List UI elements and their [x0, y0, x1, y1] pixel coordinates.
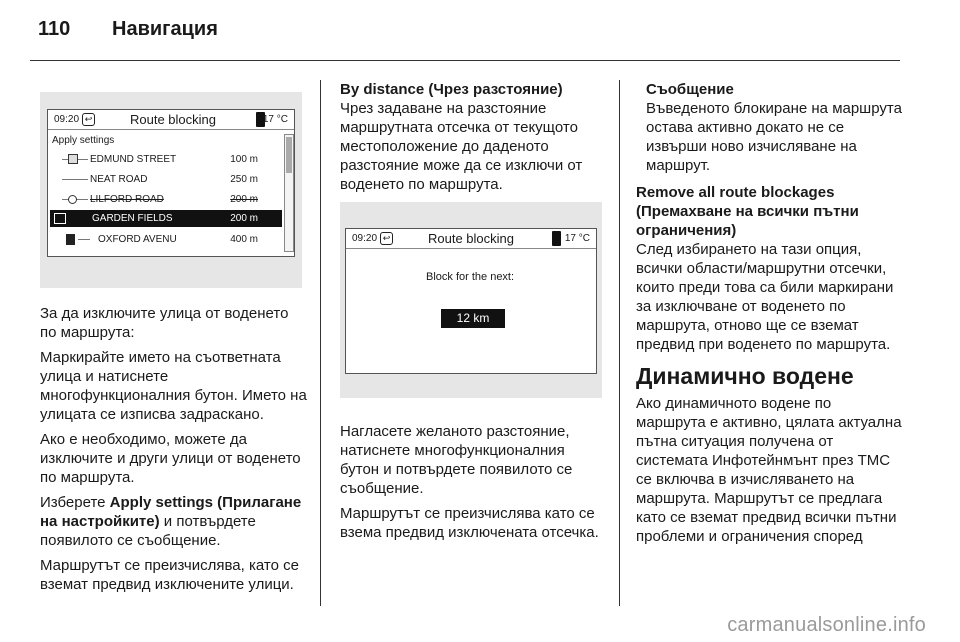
street-name: EDMUND STREET	[90, 154, 177, 165]
paragraph: Маркирайте името на съответната улица и натиснете многофункционалния бутон. Името на улицата се изписва задраскано.	[40, 349, 307, 423]
street-name: OXFORD AVENU	[98, 234, 177, 245]
scrollbar-thumb[interactable]	[286, 137, 292, 173]
screen-route-blocking-list	[47, 109, 295, 257]
column-2-bottom	[340, 422, 608, 548]
junction-icon	[66, 234, 75, 245]
back-icon: ↩	[380, 232, 393, 245]
note-block	[636, 80, 904, 175]
street-name-blocked: LILFORD ROAD	[90, 194, 164, 205]
street-distance: 400 m	[230, 234, 258, 245]
text: След избирането на тази опция, всички области/маршрутни отсечки, които преди това са били маркирани за изключване от воденето по маршрута, отново ще се вземат предвид при воденето по маршрута.	[636, 241, 894, 353]
paragraph	[636, 183, 904, 354]
street-distance: 250 m	[230, 174, 258, 185]
back-icon: ↩	[82, 113, 95, 126]
paragraph: Маршрутът се преизчислява, като се вземат предвид изключените улици.	[40, 557, 299, 593]
menu-option-name: Apply settings (Прилагане на настройките)	[40, 494, 302, 530]
column-2-top	[340, 80, 608, 200]
street-row[interactable]	[48, 151, 282, 168]
temperature: 17 °C	[262, 114, 288, 125]
column-1	[40, 304, 308, 600]
page-title: Навигация	[112, 18, 218, 40]
street-row[interactable]	[48, 231, 282, 248]
phone-icon	[552, 231, 561, 246]
street-name: NEAT ROAD	[90, 174, 148, 185]
header-rule	[30, 60, 900, 61]
paragraph: За да изключите улица от воденето по маршрута:	[40, 305, 289, 341]
tree-line	[78, 239, 90, 240]
paragraph: Маршрутът се преизчислява като се взема предвид изключената отсечка.	[340, 505, 599, 541]
watermark: carmanualsonline.info	[727, 614, 926, 636]
street-row[interactable]	[48, 171, 282, 188]
checkbox-icon	[68, 154, 78, 164]
screen-route-blocking-distance	[345, 228, 597, 374]
page-number: 110	[38, 18, 71, 40]
junction-icon	[54, 213, 66, 224]
street-distance: 100 m	[230, 154, 258, 165]
paragraph: Нагласете желаното разстояние, натиснете многофункционалния бутон и потвърдете появилото се съобщение.	[340, 423, 573, 497]
menu-heading: Apply settings	[52, 135, 115, 146]
column-divider-2	[619, 80, 620, 606]
column-divider-1	[320, 80, 321, 606]
street-row[interactable]	[48, 191, 282, 208]
temperature: 17 °C	[564, 233, 590, 244]
clock: 09:20	[352, 233, 378, 244]
street-name: GARDEN FIELDS	[92, 213, 173, 224]
tree-line	[62, 179, 88, 180]
blocked-icon	[68, 195, 77, 204]
distance-value[interactable]: 12 km	[441, 309, 505, 328]
screen-title: Route blocking	[130, 112, 216, 127]
street-distance: 200 m	[230, 194, 258, 205]
column-3	[636, 80, 904, 552]
text: Чрез задаване на разстояние маршрутната отсечка от текущото местоположение до даденото разстояние може да се изключи от воденето по маршрута.	[340, 100, 583, 193]
street-distance: 200 m	[230, 213, 258, 224]
block-prompt: Block for the next:	[426, 271, 515, 283]
paragraph: Ако е необходимо, можете да изключите и други улици от воденето по маршрута.	[40, 431, 301, 486]
screen-title: Route blocking	[428, 231, 514, 246]
paragraph: Ако динамичното водене по маршрута е активно, цялата актуална пътна ситуация получена от системата Инфотейнмънт през TMC се включва в изчисляването на маршрута. Маршрутът се предлага като се вземат предвид всички пътни проблеми и ограничения според	[636, 395, 902, 545]
scrollbar[interactable]	[284, 134, 294, 252]
paragraph	[340, 80, 608, 194]
screen-title-bar	[346, 229, 596, 249]
section-heading: Динамично водене	[636, 363, 854, 389]
screen-title-bar	[48, 110, 294, 130]
subheading: By distance (Чрез разстояние)	[340, 81, 563, 98]
subheading: Remove all route blockages (Премахване на всички пътни ограничения)	[636, 184, 859, 239]
text: Изберете	[40, 494, 106, 511]
paragraph	[40, 493, 308, 550]
text: и потвърдете появилото се съобщение.	[40, 513, 256, 549]
note-heading: Съобщение	[646, 81, 734, 98]
figure-route-blocking-distance	[340, 202, 602, 398]
street-row-selected[interactable]	[50, 210, 282, 227]
figure-route-blocking-list	[40, 92, 302, 288]
note-text: Въведеното блокиране на маршрута остава активно докато не се извърши ново изчисляване на маршрут.	[646, 100, 902, 174]
clock: 09:20	[54, 114, 80, 125]
